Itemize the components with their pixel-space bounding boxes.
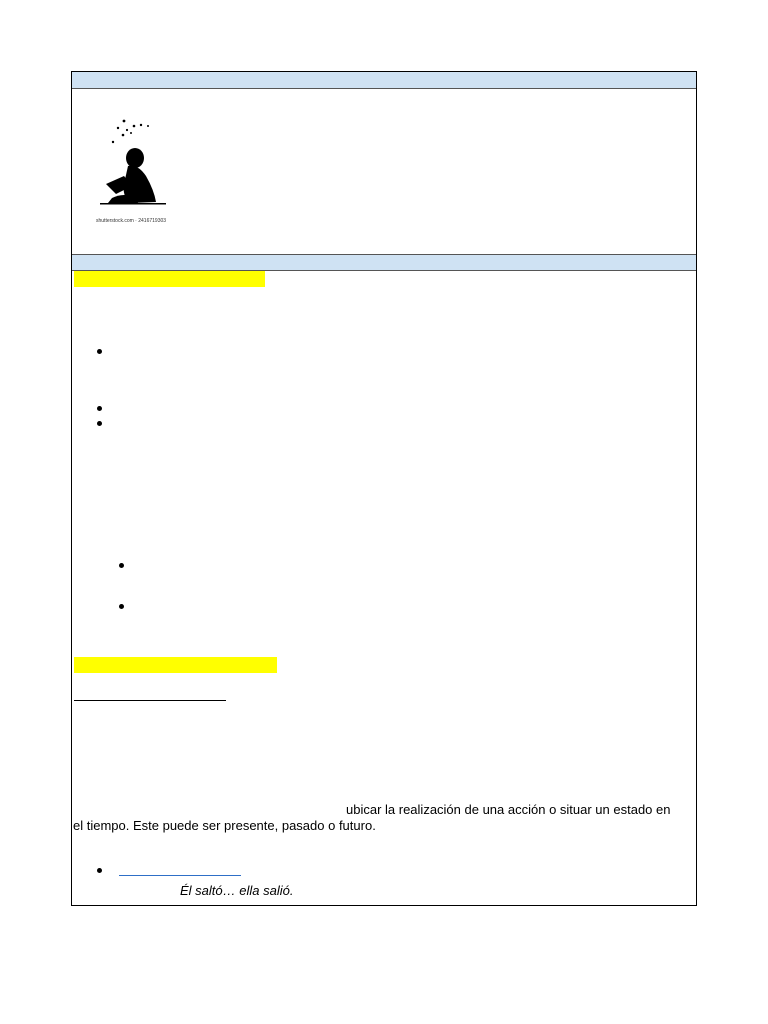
sub-list-bullet <box>119 563 124 568</box>
highlighted-heading-1 <box>74 271 265 287</box>
sub-list-bullet <box>119 604 124 609</box>
image-caption: shutterstock.com · 2416719303 <box>96 218 167 224</box>
underlined-heading-rule <box>74 700 226 701</box>
header-band <box>72 72 696 89</box>
paragraph-line-2: el tiempo. Este puede ser presente, pasado o futuro. <box>73 818 376 833</box>
section-band <box>72 254 696 271</box>
hyperlink-underline[interactable] <box>119 875 241 876</box>
list-bullet <box>97 868 102 873</box>
highlighted-heading-2 <box>74 657 277 673</box>
paragraph-line-1: ubicar la realización de una acción o situar un estado en <box>346 802 671 817</box>
list-bullet <box>97 406 102 411</box>
child-reading-silhouette-icon <box>94 106 174 226</box>
list-bullet <box>97 421 102 426</box>
list-bullet <box>97 349 102 354</box>
example-sentence: Él saltó… ella salió. <box>180 883 294 898</box>
